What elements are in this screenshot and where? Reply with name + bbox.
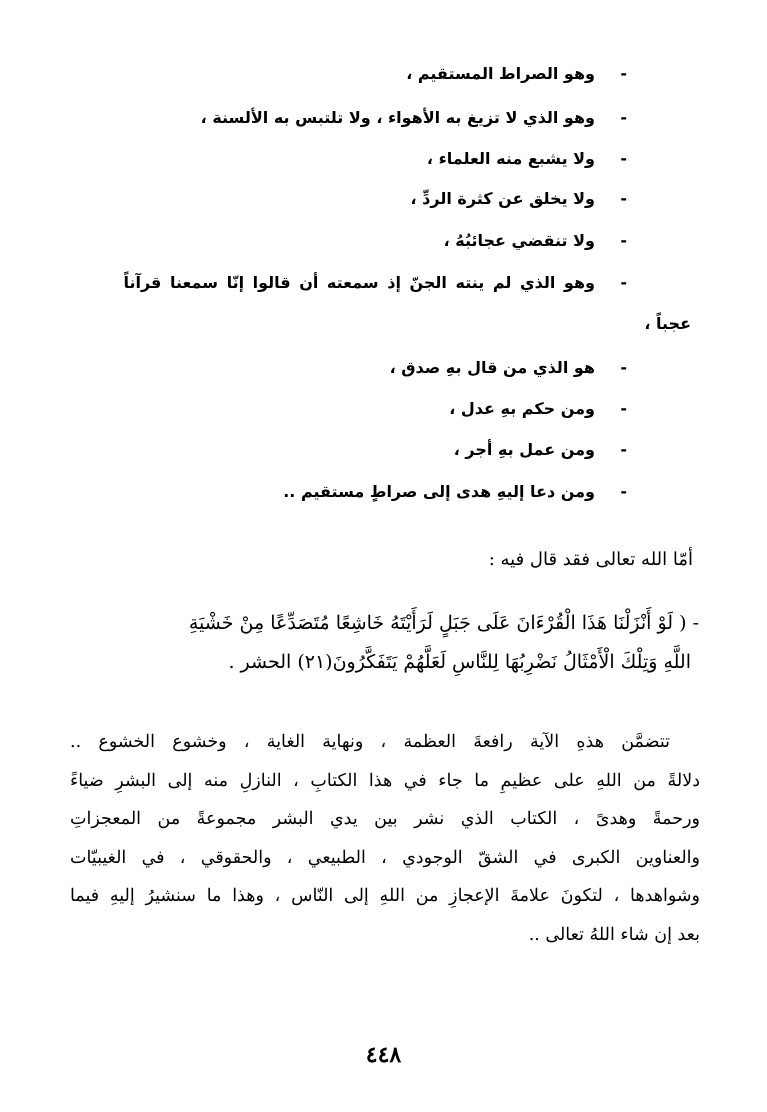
paragraph-line: ورحمةً وهدىً ، الكتاب الذي نشر بين يدي البشر مجموعةً من المعجزاتِ <box>70 809 700 829</box>
paragraph-line: والعناوين الكبرى في الشقّ الوجودي ، الطبيعي ، والحقوقي ، في الغيبيّات <box>70 848 700 868</box>
bullet-item: ومن عمل بهِ أجر ، <box>453 440 595 459</box>
bullet-dash: - <box>620 189 627 208</box>
bullet-item: ولا يشبع منه العلماء ، <box>426 149 595 168</box>
bullet-item: وهو الذي لا تزيغ به الأهواء ، ولا تلتبس به الألسنة ، <box>200 108 595 127</box>
page-number: ٤٤٨ <box>365 1042 402 1068</box>
verse-line: - ( لَوْ أَنْزَلْنَا هَذَا الْقُرْءَانَ عَلَى جَبَلٍ لَرَأَيْتَهُ خَاشِعًا مُتَصَدِّعًا مِنْ خَشْيَةِ <box>188 612 699 634</box>
bullet-item: ولا تنقضي عجائبُهُ ، <box>443 231 595 250</box>
bullet-item: ولا يخلق عن كثرة الردِّ ، <box>410 189 595 208</box>
bullet-item: ومن حكم بهِ عدل ، <box>449 399 595 418</box>
bullet-dash: - <box>620 108 627 127</box>
paragraph-line: دلالةً من اللهِ على عظيمِ ما جاء في هذا الكتابِ ، النازلِ منه إلى البشرِ ضياءً <box>70 771 700 791</box>
bullet-dash: - <box>620 440 627 459</box>
bullet-dash: - <box>620 358 627 377</box>
bullet-item: ومن دعا إليهِ هدى إلى صراطٍ مستقيم .. <box>283 482 595 501</box>
bullet-item: هو الذي من قال بهِ صدق ، <box>389 358 595 377</box>
paragraph-line: تتضمَّن هذهِ الآية رافعةَ العظمة ، ونهاية الغاية ، وخشوع الخشوع .. <box>70 732 670 752</box>
bullet-item: وهو الذي لم ينته الجنّ إذ سمعته أن قالوا إنّا سمعنا قرآناً <box>123 273 595 292</box>
bullet-dash: - <box>620 273 627 292</box>
verse-line: اللَّهِ وَتِلْكَ الْأَمْثَالُ نَضْرِبُهَا لِلنَّاسِ لَعَلَّهُمْ يَتَفَكَّرُونَ(٢١) الحشر . <box>228 651 691 673</box>
bullet-dash: - <box>620 64 627 83</box>
bullet-item-continuation: عجباً ، <box>644 314 691 333</box>
paragraph-line: وشواهدها ، لتكونَ علامةَ الإعجازِ من اللهِ إلى النّاس ، وهذا ما سنشيرُ إليهِ فيما <box>70 886 700 906</box>
bullet-dash: - <box>620 399 627 418</box>
bullet-dash: - <box>620 482 627 501</box>
bullet-dash: - <box>620 149 627 168</box>
paragraph-line: بعد إن شاء اللهُ تعالى .. <box>528 925 700 945</box>
intro-text: أمّا الله تعالى فقد قال فيه : <box>488 549 693 570</box>
bullet-dash: - <box>620 231 627 250</box>
bullet-item: وهو الصراط المستقيم ، <box>406 64 595 83</box>
